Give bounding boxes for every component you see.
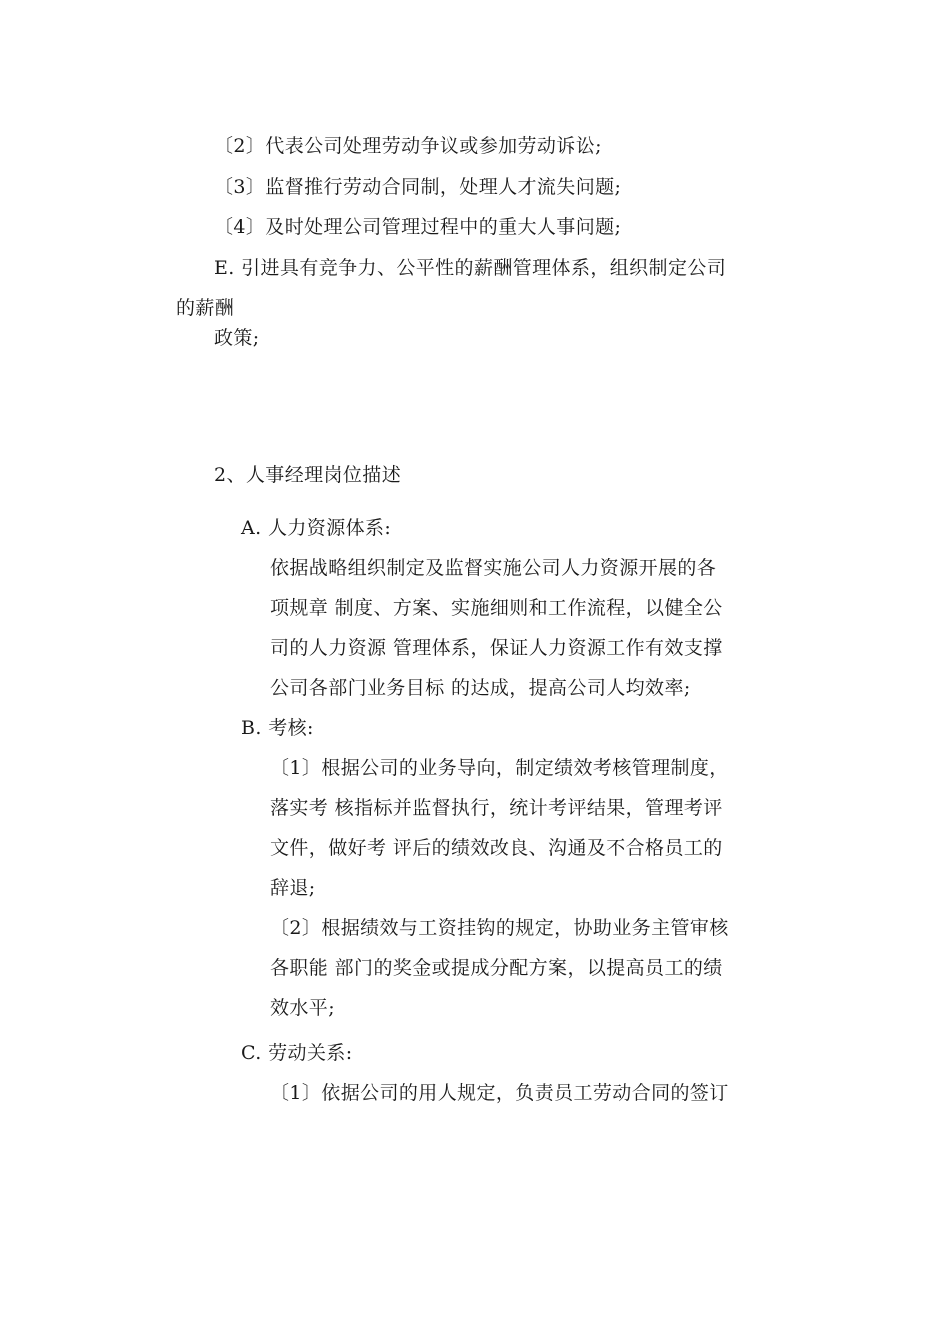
paragraph-item-2-labor-dispute: 〔2〕代表公司处理劳动争议或参加劳动诉讼;	[214, 135, 602, 157]
paragraph-item-4-major-issues: 〔4〕及时处理公司管理过程中的重大人事问题;	[214, 216, 622, 238]
subheading-c-labor-relations: C. 劳动关系:	[241, 1042, 353, 1064]
subheading-b-assessment: B. 考核:	[241, 717, 314, 739]
section-heading-hr-manager: 2、人事经理岗位描述	[214, 464, 402, 486]
paragraph-e-policy: 政策;	[214, 327, 260, 349]
paragraph-b1-line-4: 辞退;	[270, 877, 316, 899]
subheading-a-hr-system: A. 人力资源体系:	[241, 517, 392, 539]
paragraph-b1-line-3: 文件，做好考 评后的绩效改良、沟通及不合格员工的	[270, 837, 723, 859]
paragraph-e-continuation: 的薪酬	[176, 297, 235, 319]
paragraph-b1-line-1: 〔1〕根据公司的业务导向，制定绩效考核管理制度，	[270, 757, 729, 779]
paragraph-b2-line-2: 各职能 部门的奖金或提成分配方案，以提高员工的绩	[270, 957, 723, 979]
paragraph-a-line-1: 依据战略组织制定及监督实施公司人力资源开展的各	[270, 557, 717, 579]
paragraph-e-salary-system: E. 引进具有竞争力、公平性的薪酬管理体系，组织制定公司	[214, 257, 727, 279]
paragraph-c1-line-1: 〔1〕依据公司的用人规定，负责员工劳动合同的签订	[270, 1082, 729, 1104]
paragraph-a-line-2: 项规章 制度、方案、实施细则和工作流程，以健全公	[270, 597, 723, 619]
paragraph-b1-line-2: 落实考 核指标并监督执行，统计考评结果，管理考评	[270, 797, 723, 819]
paragraph-a-line-3: 司的人力资源 管理体系，保证人力资源工作有效支撑	[270, 637, 723, 659]
paragraph-b2-line-1: 〔2〕根据绩效与工资挂钩的规定，协助业务主管审核	[270, 917, 729, 939]
paragraph-item-3-labor-contract: 〔3〕监督推行劳动合同制，处理人才流失问题;	[214, 176, 622, 198]
paragraph-a-line-4: 公司各部门业务目标 的达成，提高公司人均效率;	[270, 677, 691, 699]
paragraph-b2-line-3: 效水平;	[270, 997, 336, 1019]
